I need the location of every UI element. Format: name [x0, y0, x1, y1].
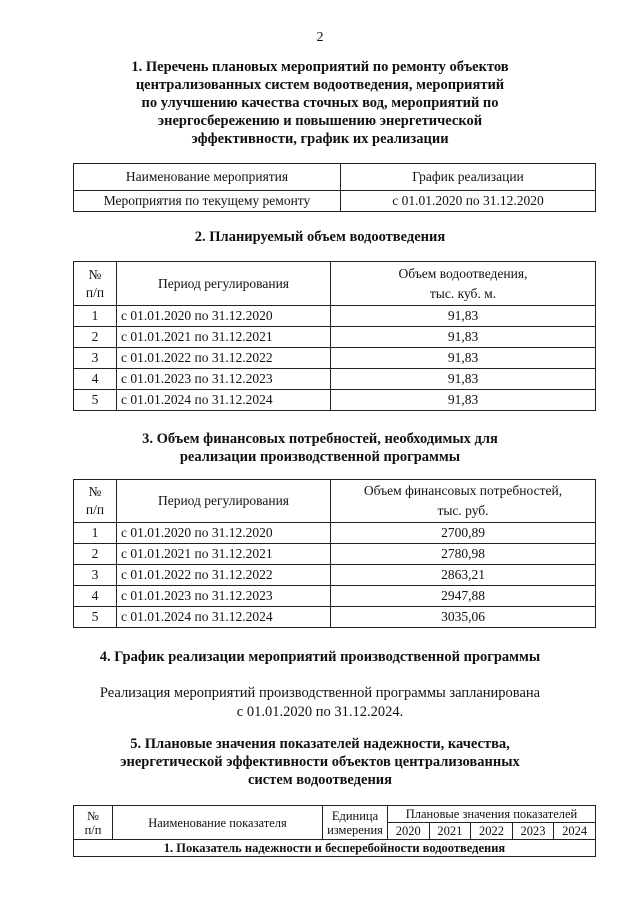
header-text: Единица: [331, 808, 379, 823]
table-cell: с 01.01.2023 по 31.12.2023: [117, 369, 331, 390]
header-text: п/п: [84, 822, 102, 837]
table-cell: 91,83: [331, 348, 596, 369]
table-row: [74, 191, 596, 212]
section4-text-line: Реализация мероприятий производственной программы запланирована: [99, 685, 541, 701]
section3-title-line: 3. Объем финансовых потребностей, необходимых для: [142, 431, 498, 447]
table-cell: 3: [74, 348, 117, 369]
table-cell: 5: [74, 390, 117, 411]
section1-title-line: по улучшению качества сточных вод, мероприятий по: [141, 95, 499, 111]
table-cell: 3: [74, 565, 117, 586]
section2-title: 2. Планируемый объем водоотведения: [194, 229, 446, 245]
events-table: [73, 163, 596, 212]
table-row: [74, 306, 596, 327]
year-header: 2020: [388, 823, 430, 840]
section3-title-line: реализации производственной программы: [179, 449, 461, 465]
table-cell: с 01.01.2020 по 31.12.2020: [341, 191, 596, 212]
section4-title: 4. График реализации мероприятий производственной программы: [99, 649, 541, 665]
column-header-finance: [331, 480, 596, 523]
table-cell: с 01.01.2021 по 31.12.2021: [117, 544, 331, 565]
column-header-period: Период регулирования: [117, 480, 331, 523]
table-row: [74, 369, 596, 390]
year-header: 2022: [471, 823, 513, 840]
table-cell: с 01.01.2023 по 31.12.2023: [117, 586, 331, 607]
column-header-num: [74, 262, 117, 306]
table-cell: с 01.01.2022 по 31.12.2022: [117, 565, 331, 586]
section4-text: [0, 684, 640, 722]
column-header-num: [74, 806, 113, 840]
table-cell: с 01.01.2020 по 31.12.2020: [117, 306, 331, 327]
header-text: тыс. руб.: [437, 503, 489, 518]
indicators-table: [73, 805, 596, 857]
table-cell: 2: [74, 327, 117, 348]
table-cell: 1: [74, 523, 117, 544]
table-row: [74, 390, 596, 411]
finance-table: [73, 479, 596, 628]
table-cell: Мероприятия по текущему ремонту: [74, 191, 341, 212]
table-cell: 2780,98: [331, 544, 596, 565]
table-cell: 5: [74, 607, 117, 628]
section5-title-line: систем водоотведения: [247, 772, 393, 788]
header-text: №: [88, 266, 102, 282]
header-text: Объем водоотведения,: [398, 265, 528, 281]
year-header: 2021: [429, 823, 471, 840]
header-text: измерения: [327, 822, 383, 837]
header-text: п/п: [85, 502, 105, 517]
table-cell: 2700,89: [331, 523, 596, 544]
header-text: тыс. куб. м.: [429, 285, 497, 301]
section1-title-line: централизованных систем водоотведения, мероприятий: [135, 77, 505, 93]
table-row: [74, 327, 596, 348]
table-row: [74, 544, 596, 565]
table-cell: с 01.01.2024 по 31.12.2024: [117, 607, 331, 628]
header-text: №: [88, 484, 102, 499]
page-number: 2: [316, 30, 324, 45]
section1-title-line: эффективности, график их реализации: [191, 131, 449, 147]
header-text: Объем финансовых потребностей,: [363, 483, 563, 498]
section3-title: [0, 430, 640, 466]
table-cell: 91,83: [331, 390, 596, 411]
table-cell: 91,83: [331, 369, 596, 390]
table-subheader: 1. Показатель надежности и бесперебойности водоотведения: [74, 840, 596, 857]
table-row: [74, 586, 596, 607]
year-header: 2023: [512, 823, 554, 840]
table-row: [74, 348, 596, 369]
column-header-num: [74, 480, 117, 523]
column-header: Наименование мероприятия: [74, 164, 341, 191]
volume-table: [73, 261, 596, 411]
table-cell: 2947,88: [331, 586, 596, 607]
section5-title-line: энергетической эффективности объектов централизованных: [120, 754, 520, 770]
section4-text-line: с 01.01.2020 по 31.12.2024.: [236, 704, 404, 720]
column-header-volume: [331, 262, 596, 306]
table-cell: 2863,21: [331, 565, 596, 586]
header-text: №: [87, 808, 99, 823]
table-cell: с 01.01.2024 по 31.12.2024: [117, 390, 331, 411]
year-header: 2024: [554, 823, 596, 840]
column-header: График реализации: [341, 164, 596, 191]
section1-title-line: 1. Перечень плановых мероприятий по ремонту объектов: [131, 59, 509, 75]
table-cell: 91,83: [331, 327, 596, 348]
table-cell: с 01.01.2020 по 31.12.2020: [117, 523, 331, 544]
section5-title-line: 5. Плановые значения показателей надежности, качества,: [130, 736, 510, 752]
table-row: [74, 523, 596, 544]
table-cell: 1: [74, 306, 117, 327]
table-row: [74, 607, 596, 628]
table-row: [74, 565, 596, 586]
section5-title: [0, 735, 640, 789]
column-header-planned: Плановые значения показателей: [388, 806, 596, 823]
column-header-period: Период регулирования: [117, 262, 331, 306]
table-cell: 4: [74, 586, 117, 607]
table-cell: 4: [74, 369, 117, 390]
section1-title: [0, 58, 640, 148]
table-cell: 2: [74, 544, 117, 565]
table-cell: 91,83: [331, 306, 596, 327]
table-cell: с 01.01.2021 по 31.12.2021: [117, 327, 331, 348]
section1-title-line: энергосбережению и повышению энергетической: [157, 113, 483, 129]
table-cell: с 01.01.2022 по 31.12.2022: [117, 348, 331, 369]
column-header-indicator: Наименование показателя: [113, 806, 323, 840]
column-header-unit: [323, 806, 388, 840]
header-text: п/п: [85, 284, 105, 300]
table-cell: 3035,06: [331, 607, 596, 628]
